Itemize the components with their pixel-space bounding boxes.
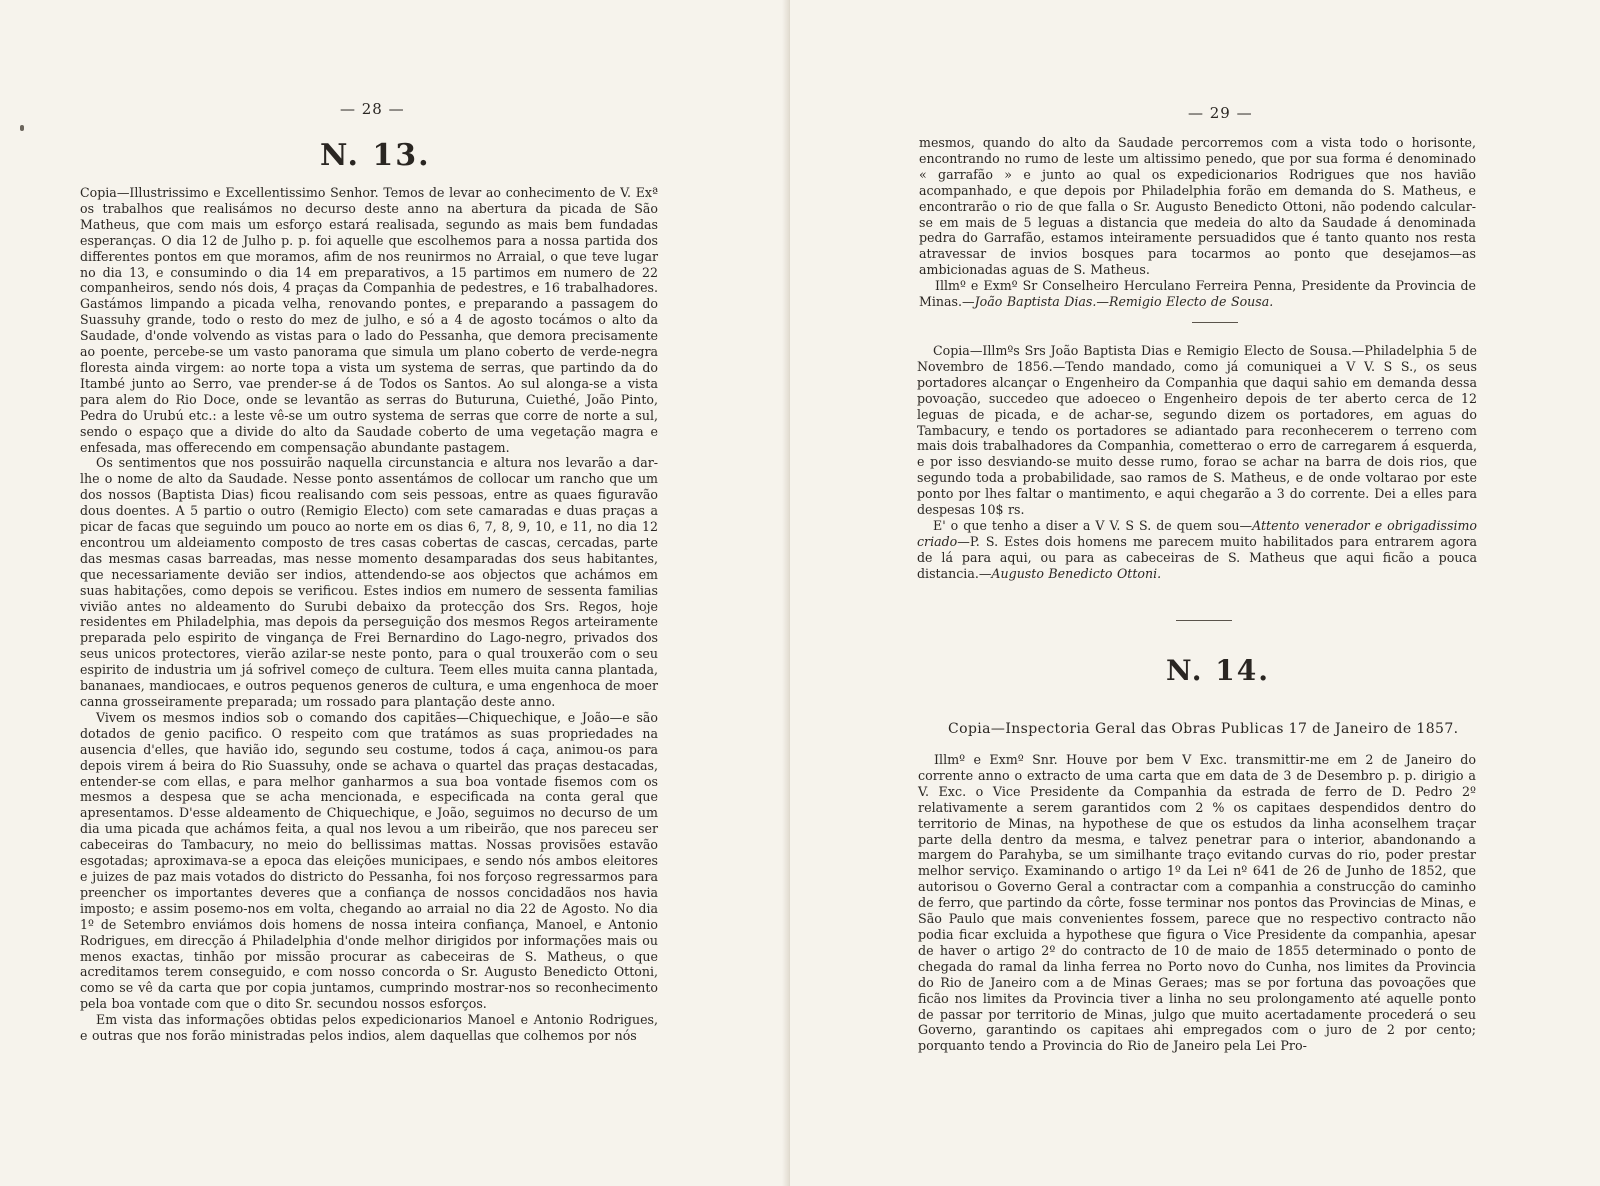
document-caption: Copia—Inspectoria Geral das Obras Publicas 17 de Janeiro de 1857. [948, 721, 1459, 737]
divider [1192, 322, 1238, 323]
closing-text: Illmº e Exmº Sr Conselheiro Herculano Ferreira Penna, Presidente da Provincia de Minas.— [919, 278, 1476, 310]
ink-mark [20, 125, 24, 131]
closing-paragraph [919, 278, 1476, 310]
signature: Augusto Benedicto Ottoni. [991, 565, 1162, 581]
page-number: — 29 — [1188, 104, 1253, 122]
page-number: — 28 — [340, 100, 405, 118]
signature: João Baptista Dias.—Remigio Electo de Sousa. [974, 294, 1274, 310]
closing-text: —P. S. Estes dois homens me parecem muito habilitados para entrarem agora de lá para aqui, ou para as cabeceiras de S. Matheus que aqui ficão a pouca distancia.— [917, 533, 1477, 581]
paragraph: Em vista das informações obtidas pelos expedicionarios Manoel e Antonio Rodrigues, e outras que nos forão ministradas pelos indios, alem daquellas que colhemos por nós [80, 1012, 658, 1044]
paragraph: Illmº e Exmº Snr. Houve por bem V Exc. transmittir-me em 2 de Janeiro do corrente anno o extracto de uma carta que em data de 3 de Desembro p. p. dirigio a V. Exc. o Vice Presidente da Companhia da estrada de ferro de D. Pedro 2º relativamente a serem garantidos com 2 % os capitaes despendidos dentro do territorio de Minas, na hypothese de que os estudos da linha aconselhem traçar parte della dentro da mesma, e talvez penetrar para o interior, abandonando a margem do Parahyba, se um similhante traço evitando curvas do rio, poder prestar melhor serviço. Examinando o artigo 1º da Lei nº 641 de 26 de Junho de 1852, que autorisou o Governo Geral a contractar com a companhia a construcção do caminho de ferro, que partindo da côrte, fosse terminar nos pontos das Provincias de Minas, e São Paulo que mais convenientes fossem, parece que no respectivo contracto não podia ficar excluida a hypothese que figura o Vice Presidente da companhia, apesar de haver o artigo 2º do contracto de 10 de maio de 1855 determinado o ponto de chegada do ramal da linha ferrea no Porto novo do Cunha, nos limites da Provincia do Rio de Janeiro com a de Minas Geraes; mas se por fortuna das povoações que ficão nos limites da Provincia tiver a linha no seu prolongamento até aquelle ponto de passar por territorio de Minas, julgo que muito acertadamente procederá o seu Governo, garantindo os capitaes ahi empregados com o juro de 2 por cento; porquanto tendo a Provincia do Rio de Janeiro pela Lei Pro- [918, 752, 1476, 1054]
letter-copy [917, 343, 1477, 582]
paragraph: mesmos, quando do alto da Saudade percorremos com a vista todo o horisonte, encontrando no rumo de leste um altissimo penedo, que por sua forma é denominado « garrafão » e junto ao qual os expedicionarios Rodrigues que nos havião acompanhado, e que depois por Philadelphia forão em demanda do S. Matheus, e encontrarão o rio de que falla o Sr. Augusto Benedicto Ottoni, não podendo calcular-se em mais de 5 leguas a distancia que medeia do alto da Saudade á denominada pedra do Garrafão, estamos inteiramente persuadidos que é tanto quanto nos resta atravessar de invios bosques para tocarmos ao ponto que desejamos—as ambicionadas aguas de S. Matheus. [919, 135, 1476, 278]
paragraph: Os sentimentos que nos possuirão naquella circunstancia e altura nos levarão a dar-lhe o nome de alto da Saudade. Nesse ponto assentámos de collocar um rancho que um dos nossos (Baptista Dias) ficou realisando com seis pessoas, entre as quaes figuravão dous doentes. A 5 partio o outro (Remigio Electo) com sete camaradas e duas praças a picar de facas que seguindo um pouco ao norte em os dias 6, 7, 8, 9, 10, e 11, no dia 12 encontrou um aldeiamento composto de tres casas cobertas de cascas, cercadas, parte das mesmas casas barreadas, mas nesse momento desamparadas dos seus habitantes, que necessariamente devião ser indios, attendendo-se aos objectos que achámos em suas habitações, como depois se verificou. Estes indios em numero de sessenta familias vivião antes no aldeamento do Surubi debaixo da protecção dos Srs. Regos, hoje residentes em Philadelphia, mas depois da perseguição dos mesmos Regos arteiramente preparada pelo espirito de vingança de Frei Bernardino do Lago-negro, privados dos seus unicos protectores, vierão azilar-se neste ponto, para o qual trouxerão com o seu espirito de industria um já sofrivel começo de cultura. Teem elles muita canna plantada, bananaes, mandiocaes, e outros pequenos generos de cultura, e uma engenhoca de moer canna grosseiramente preparada; um rossado para plantação deste anno. [80, 455, 658, 709]
divider [1176, 620, 1232, 621]
letter-continuation [919, 135, 1476, 310]
section-heading: N. 13. [320, 138, 431, 173]
body-text [80, 185, 658, 1044]
paragraph: Copia—Illmºs Srs João Baptista Dias e Remigio Electo de Sousa.—Philadelphia 5 de Novembro de 1856.—Tendo mandado, como já comuniquei a V V. S S., os seus portadores alcançar o Engenheiro da Companhia que daqui sahio em demanda dessa povoação, succedeo que adoeceo o Engenheiro depois de ter aberto cerca de 12 leguas de picada, e de achar-se, segundo dizem os portadores, em aguas do Tambacury, e tendo os portadores se adiantado para reconhecerem o terreno com mais dois trabalhadores da Companhia, cometterao o erro de carregarem á esquerda, e por isso desviando-se muito desse rumo, forao se achar na barra de dois rios, que segundo toda a probabilidade, sao ramos de S. Matheus, e de onde voltarao por este ponto por lhes faltar o mantimento, e aqui chegarão a 3 do corrente. Dei a elles para despesas 10$ rs. [917, 343, 1477, 518]
closing-text: E' o que tenho a diser a V V. S S. de quem sou— [933, 517, 1253, 533]
section-heading: N. 14. [1166, 654, 1271, 687]
body-text [918, 752, 1476, 1054]
closing-paragraph [917, 518, 1477, 582]
left-page [0, 0, 790, 1186]
paragraph: Vivem os mesmos indios sob o comando dos capitães—Chiquechique, e João—e são dotados de genio pacifico. O respeito com que tratámos as suas propriedades na ausencia d'elles, que havião ido, segundo seu costume, todos á caça, animou-os para depois virem á beira do Rio Suassuhy, onde se achava o quartel das praças destacadas, entender-se com ellas, e para melhor ganharmos a sua boa vontade fisemos com os mesmos a despesa que se acha mencionada, e especificada na conta geral que apresentamos. D'esse aldeamento de Chiquechique, e João, seguimos no decurso de um dia uma picada que achámos feita, a qual nos levou a um ribeirão, que nos pareceu ser cabeceiras do Tambacury, no meio do bellissimas mattas. Nossas provisões estavão esgotadas; aproximava-se a epoca das eleições municipaes, e sendo nós ambos eleitores e juizes de paz mais votados do districto do Pessanha, foi nos forçoso regressarmos para preencher os importantes deveres que a confiança de nossos concidadãos nos havia imposto; e assim posemo-nos em volta, chegando ao arraial no dia 22 de Agosto. No dia 1º de Setembro enviámos dois homens de nossa inteira confiança, Manoel, e Antonio Rodrigues, em direcção á Philadelphia d'onde melhor dirigidos por informações mais ou menos exactas, tinhão por missão procurar as cabeceiras de S. Matheus, o que acreditamos terem conseguido, e com nosso concorda o Sr. Augusto Benedicto Ottoni, como se vê da carta que por copia juntamos, cumprindo mostrar-nos so reconhecimento pela boa vontade com que o dito Sr. secundou nossos esforços. [80, 709, 658, 1012]
paragraph: Copia—Illustrissimo e Excellentissimo Senhor. Temos de levar ao conhecimento de V. Exª os trabalhos que realisámos no decurso deste anno na abertura da picada de São Matheus, que com mais um esforço estará realisada, segundo as mais bem fundadas esperanças. O dia 12 de Julho p. p. foi aquelle que escolhemos para a nossa partida dos differentes pontos em que moramos, afim de nos reunirmos no Arraial, o que teve lugar no dia 13, e consumindo o dia 14 em preparativos, a 15 partimos em numero de 22 companheiros, sendo nós dois, 4 praças da Companhia de pedestres, e 16 trabalhadores. Gastámos limpando a picada velha, renovando pontes, e preparando a passagem do Suassuhy grande, todo o resto do mez de julho, e só a 4 de agosto tocámos o alto da Saudade, d'onde volvendo as vistas para o lado do Pessanha, que demora precisamente ao poente, percebe-se um vasto panorama que simula um plano coberto de verde-negra floresta ainda virgem: ao norte topa a vista um systema de serras, que partindo da do Itambé junto ao Serro, vae prender-se á de Todos os Santos. Ao sul alonga-se a vista para alem do Rio Doce, onde se levantão as serras do Buturuna, Cuiethé, João Pinto, Pedra do Urubú etc.: a leste vê-se um outro systema de serras que corre de norte a sul, sendo o espaço que a divide do alto da Saudade coberto de uma vegetação magra e enfesada, mas offerecendo em compensação abundante pastagem. [80, 185, 658, 455]
right-page [790, 0, 1600, 1186]
closing-italic: Attento venerador e obrigadissimo criado [917, 517, 1477, 549]
